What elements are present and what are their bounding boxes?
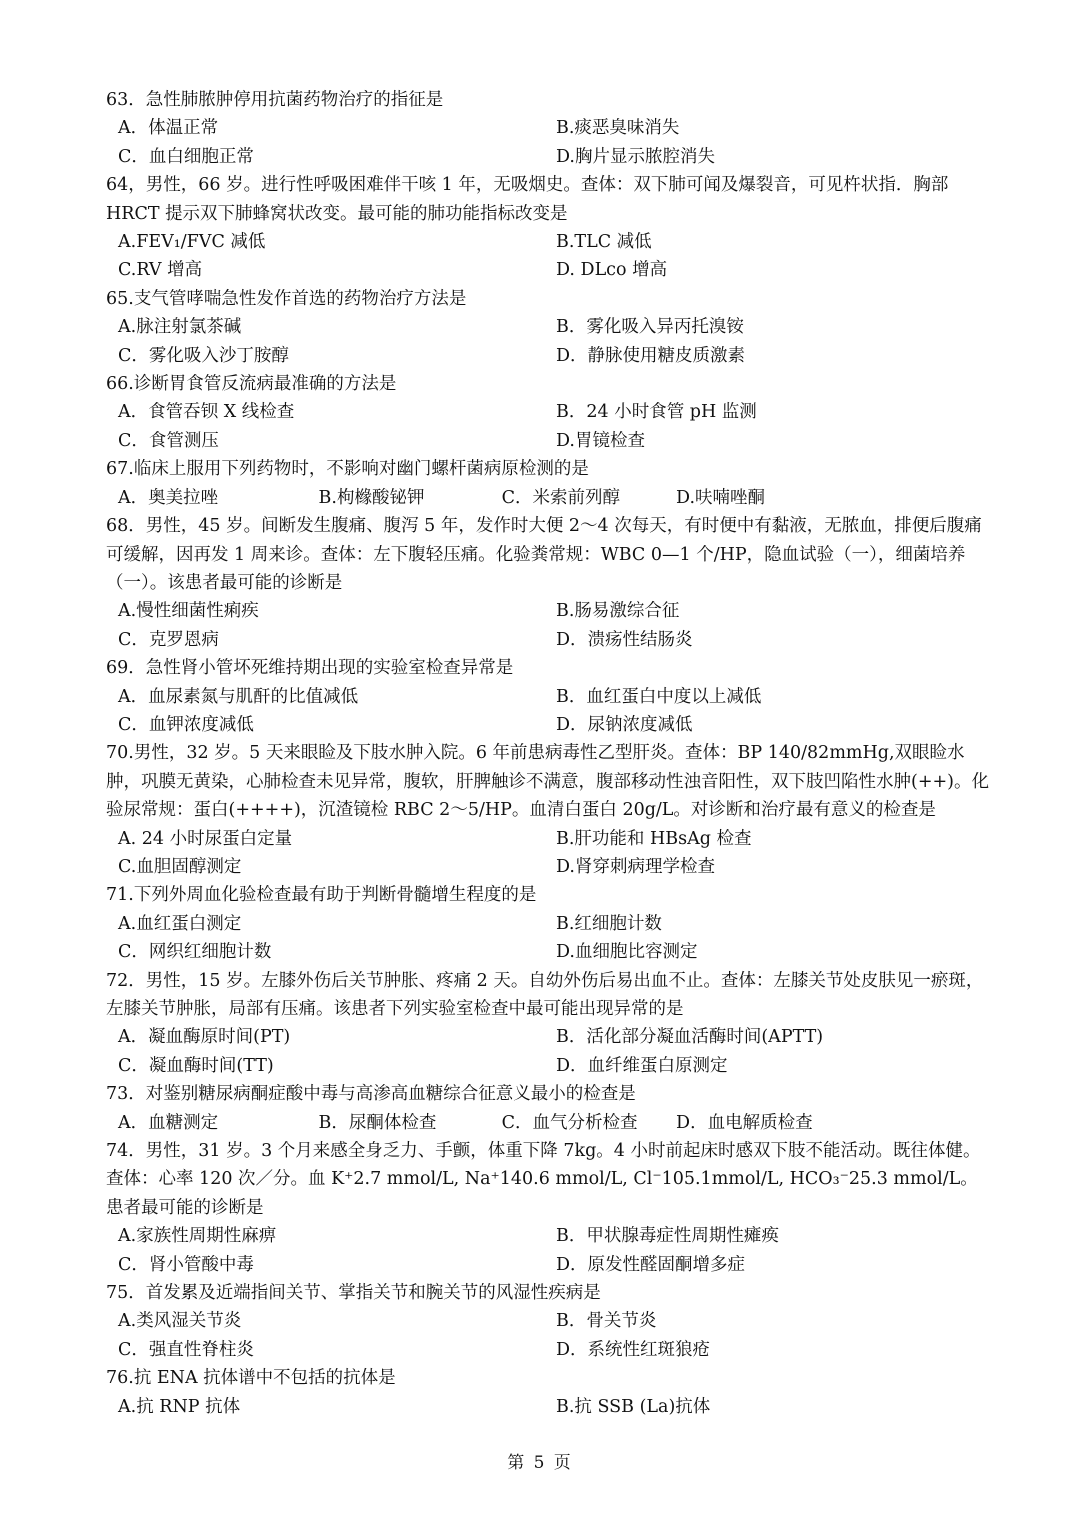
option-list (106, 597, 990, 654)
question-75 (106, 1279, 990, 1364)
question-stem: 65.支气管哮喘急性发作首选的药物治疗方法是 (106, 288, 467, 309)
answer-option-b: B.枸橼酸铋钾 (318, 487, 425, 508)
answer-option-b: B．尿酮体检查 (318, 1112, 437, 1133)
question-stem: 74．男性，31 岁。3 个月来感全身乏力、手颤，体重下降 7kg。4 小时前起床时感双下肢不能活动。既往体健。查体：心率 120 次／分。血 K⁺2.7 mmol/L, Na⁺140.6 mmol/L, Cl⁻105.1mmol/L, HCO₃⁻25.3 mmol/L。患者最可能的诊断是 (106, 1141, 981, 1218)
answer-option-b: B．血红蛋白中度以上减低 (556, 686, 762, 707)
question-74 (106, 1137, 990, 1279)
option-list (106, 910, 990, 967)
answer-option-a: A.血红蛋白测定 (118, 913, 242, 934)
option-list (106, 1109, 990, 1137)
question-66 (106, 370, 990, 455)
answer-option-c: C．雾化吸入沙丁胺醇 (118, 345, 289, 366)
answer-option-b: B．甲状腺毒症性周期性瘫痪 (556, 1226, 779, 1247)
answer-option-c: C.血胆固醇测定 (118, 856, 242, 877)
question-list (106, 86, 990, 1421)
answer-option-a: A．凝血酶原时间(PT) (118, 1027, 291, 1048)
answer-option-a: A. 24 小时尿蛋白定量 (118, 828, 293, 849)
answer-option-a: A．血糖测定 (118, 1112, 219, 1133)
answer-option-b: B.红细胞计数 (556, 913, 662, 934)
question-stem: 73．对鉴别糖尿病酮症酸中毒与高渗高血糖综合征意义最小的检查是 (106, 1084, 636, 1105)
option-list (106, 1023, 990, 1080)
answer-option-d: D.呋喃唑酮 (676, 487, 766, 508)
answer-option-d: D．系统性红斑狼疮 (556, 1339, 711, 1360)
answer-option-a: A.FEV₁/FVC 减低 (118, 232, 266, 253)
answer-option-b: B．24 小时食管 pH 监测 (556, 402, 757, 423)
option-list (106, 1222, 990, 1279)
answer-option-d: D．原发性醛固酮增多症 (556, 1254, 746, 1275)
question-65 (106, 285, 990, 370)
answer-option-a: A．奥美拉唑 (118, 487, 219, 508)
option-list (106, 398, 990, 455)
answer-option-c: C.RV 增高 (118, 260, 203, 281)
answer-option-b: B．雾化吸入异丙托溴铵 (556, 317, 744, 338)
answer-option-c: C．血气分析检查 (501, 1112, 638, 1133)
answer-option-d: D．血电解质检查 (676, 1112, 813, 1133)
answer-option-d: D．尿钠浓度减低 (556, 714, 693, 735)
question-stem: 72．男性，15 岁。左膝外伤后关节肿胀、疼痛 2 天。自幼外伤后易出血不止。查体：左膝关节处皮肤见一瘀斑，左膝关节肿胀，局部有压痛。该患者下列实验室检查中最可能出现异常的是 (106, 970, 984, 1019)
answer-option-c: C．强直性脊柱炎 (118, 1339, 254, 1360)
answer-option-a: A.家族性周期性麻痹 (118, 1226, 277, 1247)
question-stem: 70.男性，32 岁。5 天来眼睑及下肢水肿入院。6 年前患病毒性乙型肝炎。查体：BP 140/82mmHg,双眼睑水肿，巩膜无黄染，心肺检查未见异常，腹软，肝脾触诊不满意，腹部移动性浊音阳性，双下肢凹陷性水肿(++)。化验尿常规：蛋白(++++)，沉渣镜检 RBC 2～5/HP。血清白蛋白 20g/L。对诊断和治疗最有意义的检查是 (106, 743, 989, 821)
answer-option-d: D.胃镜检查 (556, 430, 645, 451)
answer-option-d: D.肾穿刺病理学检查 (556, 856, 715, 877)
question-68 (106, 512, 990, 654)
option-list (106, 825, 990, 882)
answer-option-c: C．肾小管酸中毒 (118, 1254, 254, 1275)
option-list (106, 484, 990, 512)
option-list (106, 683, 990, 740)
answer-option-c: C．米索前列醇 (501, 487, 621, 508)
question-stem: 75．首发累及近端指间关节、掌指关节和腕关节的风湿性疾病是 (106, 1283, 601, 1304)
answer-option-c: C．血白细胞正常 (118, 146, 254, 167)
option-list (106, 114, 990, 171)
answer-option-b: B.肠易激综合征 (556, 601, 680, 622)
question-stem: 64，男性，66 岁。进行性呼吸困难伴干咳 1 年，无吸烟史。查体：双下肺可闻及爆裂音，可见杵状指．胸部 HRCT 提示双下肺蜂窝状改变。最可能的肺功能指标改变是 (106, 175, 949, 224)
question-stem: 63．急性肺脓肿停用抗菌药物治疗的指征是 (106, 90, 444, 110)
answer-option-b: B.TLC 减低 (556, 232, 652, 253)
question-71 (106, 881, 990, 966)
question-72 (106, 967, 990, 1081)
answer-option-a: A.抗 RNP 抗体 (118, 1396, 241, 1417)
question-63 (106, 86, 990, 171)
answer-option-c: C．网织红细胞计数 (118, 942, 272, 963)
answer-option-b: B.抗 SSB (La)抗体 (556, 1396, 711, 1417)
question-stem: 66.诊断胃食管反流病最准确的方法是 (106, 374, 397, 395)
option-list (106, 313, 990, 370)
question-stem: 76.抗 ENA 抗体谱中不包括的抗体是 (106, 1368, 396, 1389)
answer-option-a: A.慢性细菌性痢疾 (118, 601, 259, 622)
answer-option-a: A．食管吞钡 X 线检查 (118, 402, 295, 423)
question-64 (106, 171, 990, 285)
answer-option-c: C．凝血酶时间(TT) (118, 1055, 274, 1076)
page-number: 第 5 页 (507, 1453, 573, 1473)
option-list (106, 1393, 990, 1421)
answer-option-a: A.类风湿关节炎 (118, 1311, 242, 1332)
answer-option-c: C．血钾浓度减低 (118, 714, 254, 735)
question-70 (106, 739, 990, 881)
question-76 (106, 1364, 990, 1421)
answer-option-c: C．克罗恩病 (118, 629, 219, 650)
answer-option-c: C．食管测压 (118, 430, 219, 451)
question-69 (106, 654, 990, 739)
answer-option-a: A．体温正常 (118, 118, 219, 139)
answer-option-b: B.痰恶臭味消失 (556, 118, 680, 139)
question-67 (106, 455, 990, 512)
answer-option-d: D. DLco 增高 (556, 260, 668, 281)
question-stem: 68．男性，45 岁。间断发生腹痛、腹泻 5 年，发作时大便 2～4 次每天，有时便中有黏液，无脓血，排便后腹痛可缓解，因再发 1 周来诊。查体：左下腹轻压痛。化验粪常规：WBC 0—1 个/HP，隐血试验（一），细菌培养（一）。该患者最可能的诊断是 (106, 516, 982, 593)
answer-option-b: B.肝功能和 HBsAg 检查 (556, 828, 752, 849)
answer-option-d: D.血细胞比容测定 (556, 942, 698, 963)
answer-option-d: D．静脉使用糖皮质激素 (556, 345, 746, 366)
question-73 (106, 1080, 990, 1137)
option-list (106, 1307, 990, 1364)
answer-option-d: D．血纤维蛋白原测定 (556, 1055, 728, 1076)
answer-option-d: D.胸片显示脓腔消失 (556, 146, 715, 167)
answer-option-a: A.脉注射氯茶碱 (118, 317, 242, 338)
question-stem: 71.下列外周血化验检查最有助于判断骨髓增生程度的是 (106, 885, 537, 906)
answer-option-b: B．活化部分凝血活酶时间(APTT) (556, 1027, 824, 1048)
question-stem: 67.临床上服用下列药物时，不影响对幽门螺杆菌病原检测的是 (106, 459, 589, 480)
answer-option-a: A．血尿素氮与肌酐的比值减低 (118, 686, 359, 707)
answer-option-d: D．溃疡性结肠炎 (556, 629, 693, 650)
question-stem: 69．急性肾小管坏死维持期出现的实验室检查异常是 (106, 658, 514, 679)
option-list (106, 228, 990, 285)
answer-option-b: B．骨关节炎 (556, 1311, 657, 1332)
